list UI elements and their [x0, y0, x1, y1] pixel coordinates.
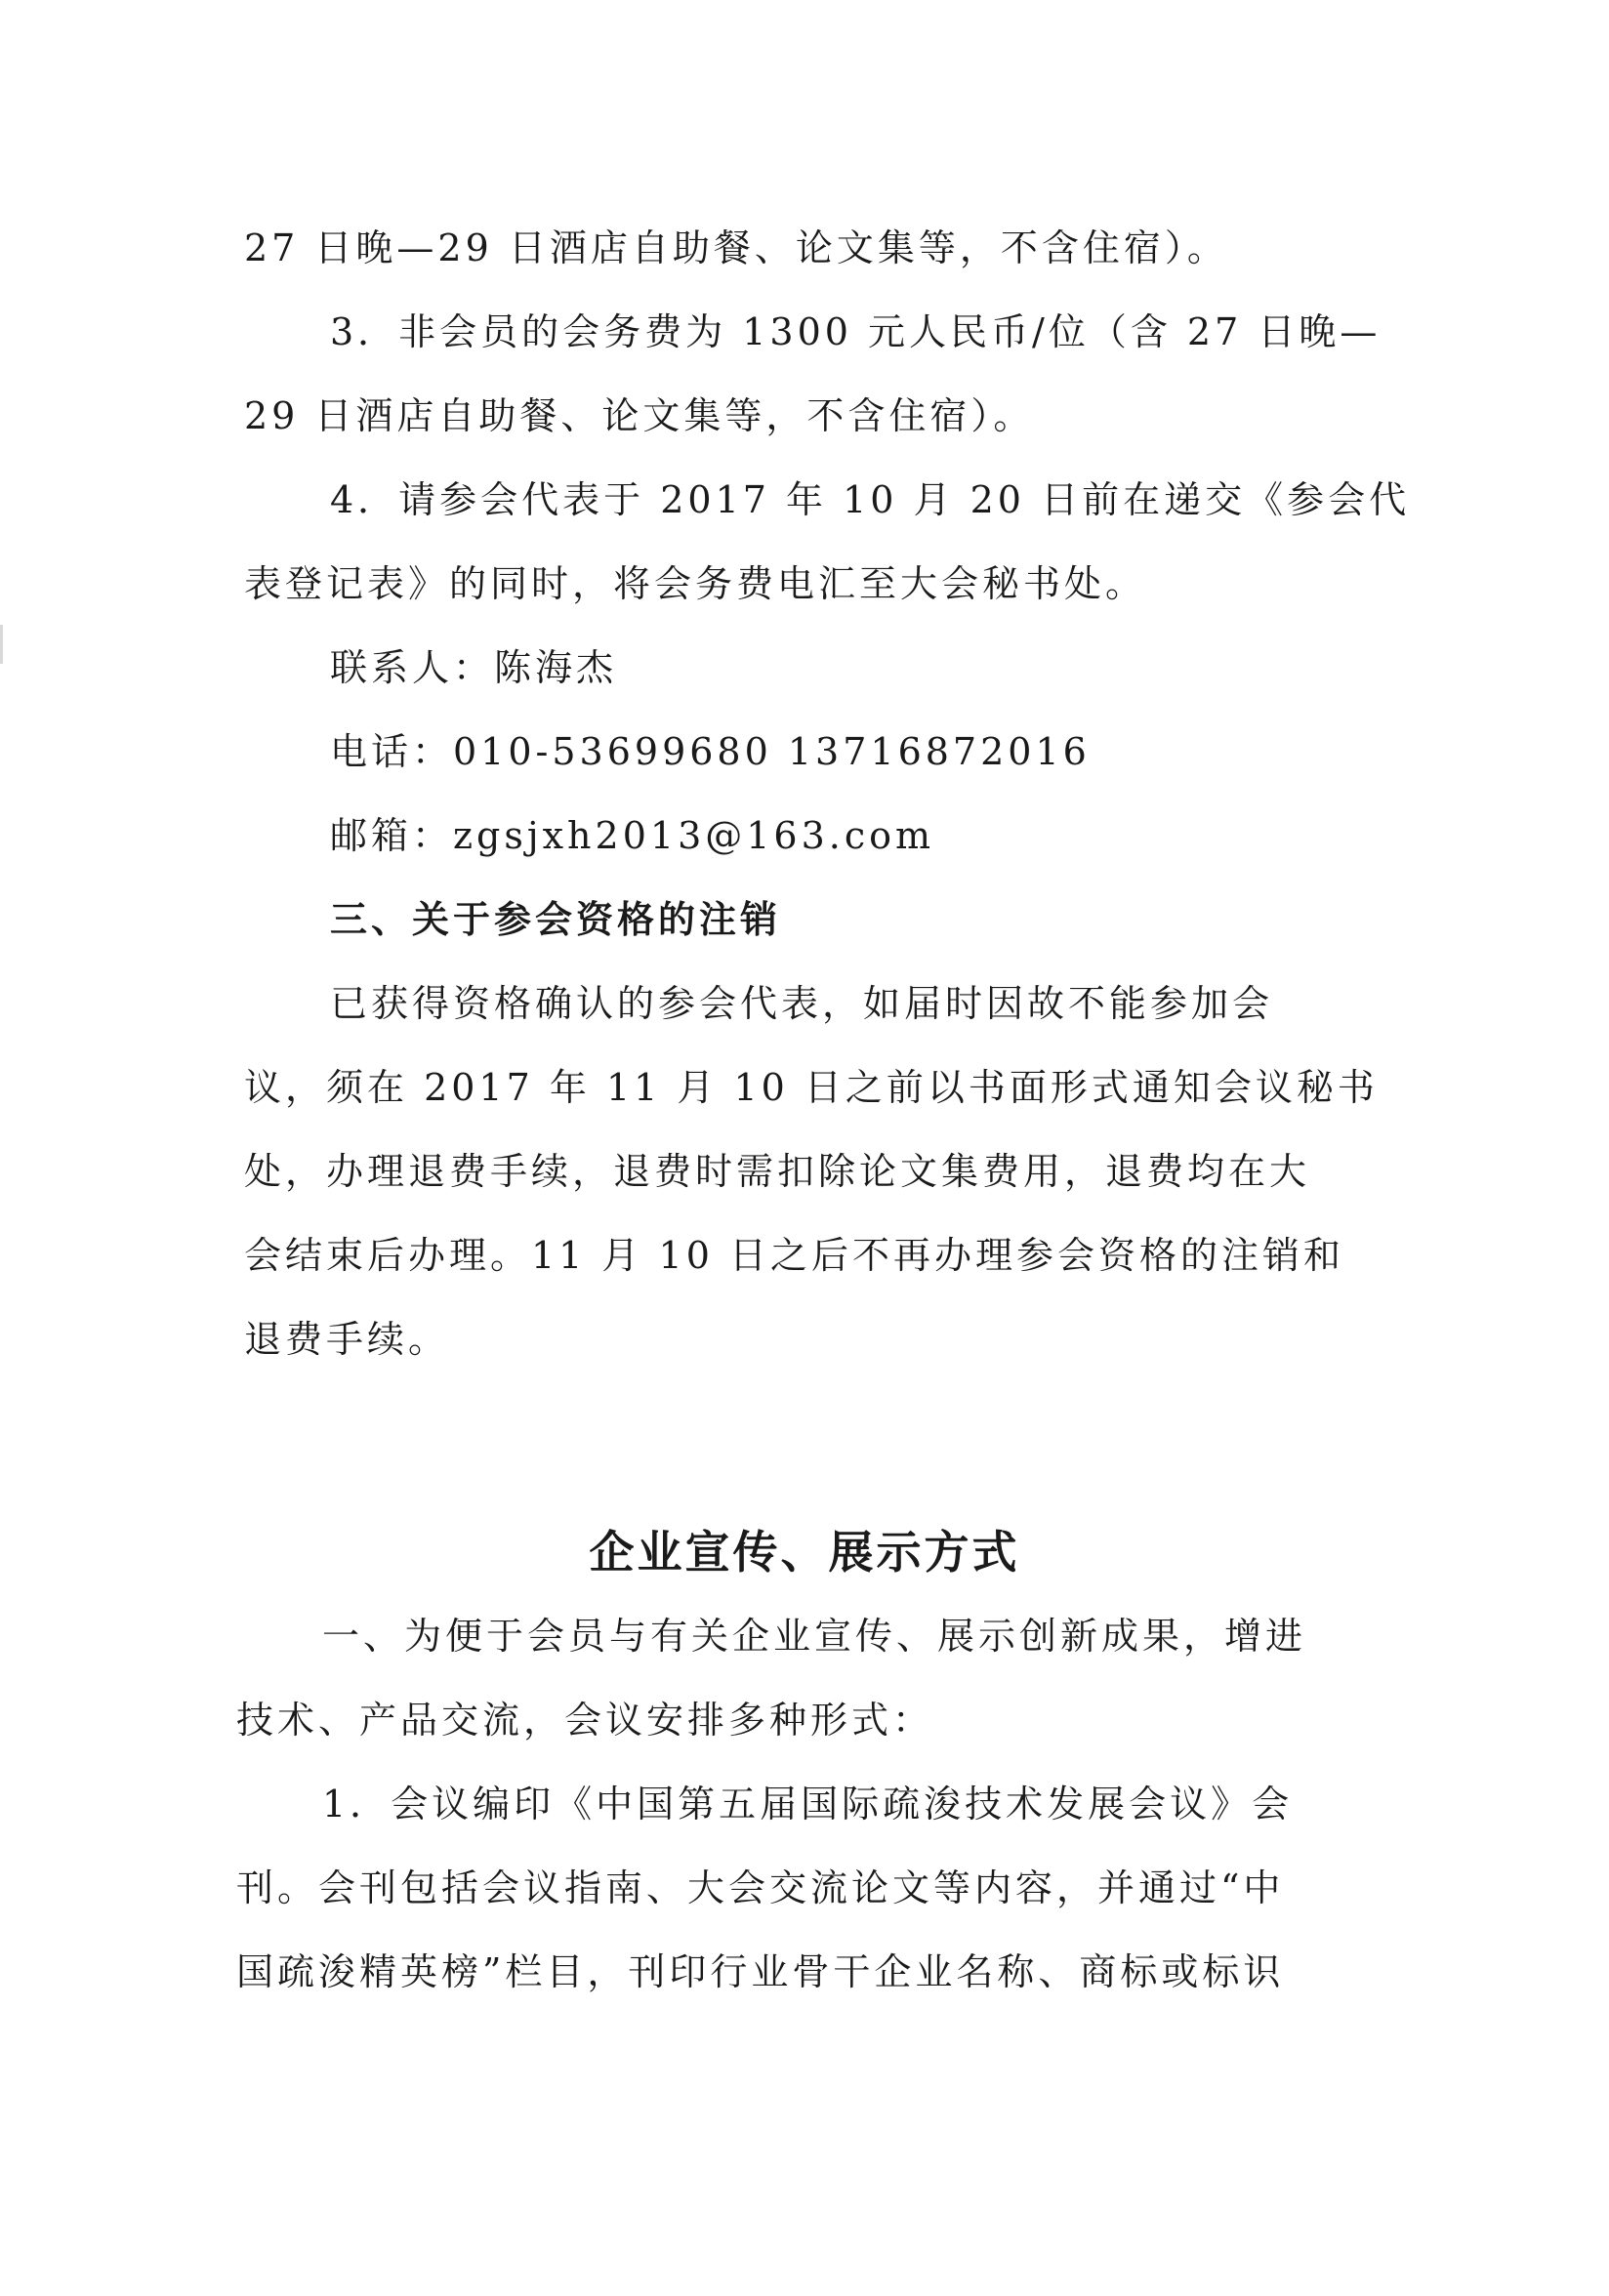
promo-item1-line1: 1．会议编印《中国第五届国际疏浚技术发展会议》会	[322, 1783, 1294, 1825]
item3-line1: 3．非会员的会务费为 1300 元人民币/位（含 27 日晚—	[330, 310, 1382, 353]
promo-item1-line2: 刊。会刊包括会议指南、大会交流论文等内容，并通过“中	[236, 1866, 1285, 1909]
contact-phone: 电话：010-53699680 13716872016	[330, 730, 1091, 773]
contact-email: 邮箱：zgsjxh2013@163.com	[330, 814, 935, 857]
fee-line-continued: 27 日晚—29 日酒店自助餐、论文集等，不含住宿）。	[244, 226, 1228, 269]
cancel-para-line4: 会结束后办理。11 月 10 日之后不再办理参会资格的注销和	[244, 1234, 1344, 1277]
contact-person: 联系人：陈海杰	[330, 646, 618, 689]
promo-item1-line3: 国疏浚精英榜”栏目，刊印行业骨干企业名称、商标或标识	[236, 1950, 1285, 1993]
promo-section-title: 企业宣传、展示方式	[589, 1526, 1020, 1578]
scan-edge-mark	[0, 625, 3, 664]
cancel-para-line2: 议，须在 2017 年 11 月 10 日之前以书面形式通知会议秘书	[244, 1066, 1379, 1109]
item3-line2: 29 日酒店自助餐、论文集等，不含住宿）。	[244, 394, 1035, 437]
promo-intro-line1: 一、为便于会员与有关企业宣传、展示创新成果，增进	[322, 1615, 1307, 1658]
item4-line1: 4．请参会代表于 2017 年 10 月 20 日前在递交《参会代	[330, 478, 1411, 521]
cancel-section-heading: 三、关于参会资格的注销	[330, 897, 782, 941]
cancel-para-line5: 退费手续。	[244, 1318, 450, 1361]
promo-intro-line2: 技术、产品交流，会议安排多种形式：	[236, 1699, 934, 1742]
cancel-para-line3: 处，办理退费手续，退费时需扣除论文集费用，退费均在大	[244, 1150, 1311, 1193]
item4-line2: 表登记表》的同时，将会务费电汇至大会秘书处。	[244, 562, 1147, 605]
cancel-para-line1: 已获得资格确认的参会代表，如届时因故不能参加会	[330, 982, 1274, 1025]
